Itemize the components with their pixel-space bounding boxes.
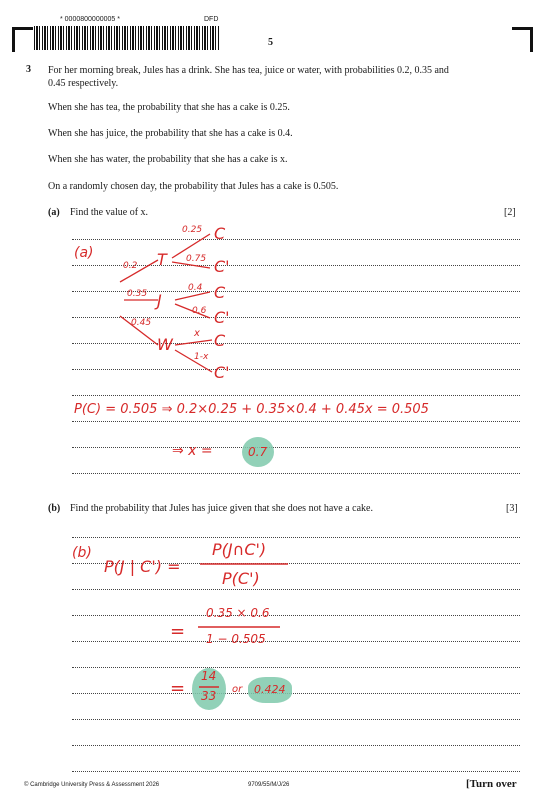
part-b-text: Find the probability that Jules has juice given that she does not have a cake. <box>70 503 373 514</box>
answer-line <box>72 537 520 538</box>
hw-node-water: W <box>157 335 173 354</box>
hw-fraction-bar <box>198 626 282 629</box>
page-number: 5 <box>268 37 273 48</box>
hw-outcome-cake: C <box>214 331 226 350</box>
hw-branch-value: 0.75 <box>186 254 207 264</box>
hw-outcome-cake: C <box>214 224 226 243</box>
juice-statement: When she has juice, the probability that she has a cake is 0.4. <box>48 128 293 139</box>
hw-prob-juice: 0.35 <box>127 289 148 299</box>
part-b-marks: [3] <box>506 503 518 514</box>
hw-branch-value: 0.4 <box>188 283 203 293</box>
hw-result-value: 0.7 <box>248 445 268 459</box>
answer-line <box>72 693 520 694</box>
hw-answer-denominator: 33 <box>201 689 217 703</box>
answer-line <box>72 641 520 642</box>
part-a-label: (a) <box>48 207 60 218</box>
hw-equals: = <box>170 621 186 642</box>
hw-fraction-denominator: P(C') <box>222 569 260 588</box>
hw-numerator-values: 0.35 × 0.6 <box>206 606 270 620</box>
hw-branch-value: 0.6 <box>192 306 207 316</box>
part-a-marks: [2] <box>504 207 516 218</box>
hw-outcome-no-cake: C' <box>214 308 230 327</box>
question-intro-line2: 0.45 respectively. <box>48 78 119 89</box>
hw-denominator-values: 1 − 0.505 <box>206 632 266 646</box>
hw-outcome-no-cake: C' <box>214 363 230 382</box>
hw-answer-decimal: 0.424 <box>254 683 286 696</box>
hw-outcome-no-cake: C' <box>214 257 230 276</box>
hw-node-tea: T <box>157 250 167 269</box>
hw-branch-value: 1-x <box>194 352 209 362</box>
answer-line <box>72 771 520 772</box>
hw-or: or <box>232 684 243 695</box>
hw-outcome-cake: C <box>214 283 226 302</box>
tea-statement: When she has tea, the probability that she has a cake is 0.25. <box>48 102 290 113</box>
overall-statement: On a randomly chosen day, the probability that Jules has a cake is 0.505. <box>48 181 339 192</box>
question-number: 3 <box>26 64 31 75</box>
hw-prob-water: 0.45 <box>131 318 152 328</box>
answer-line <box>72 589 520 590</box>
hw-part-a-label: (a) <box>74 245 94 261</box>
barcode-number: * 0000800000005 * <box>60 16 120 23</box>
copyright: © Cambridge University Press & Assessment 2026 <box>24 782 160 788</box>
water-statement: When she has water, the probability that she has a cake is x. <box>48 154 288 165</box>
hw-prob-tea: 0.2 <box>123 261 138 271</box>
question-intro-line1: For her morning break, Jules has a drink. She has tea, juice or water, with probabilities 0.2, 0.35 and <box>48 65 449 76</box>
hw-answer-numerator: 14 <box>201 669 217 683</box>
turn-over: [Turn over <box>466 778 517 790</box>
hw-equals: = <box>170 678 186 699</box>
hw-part-b-label: (b) <box>72 545 92 561</box>
hw-conditional-lhs: P(J | C') = <box>104 557 181 576</box>
part-b-label: (b) <box>48 503 61 514</box>
hw-result-prefix: ⇒ x = <box>172 443 213 459</box>
hw-fraction-numerator: P(J∩C') <box>212 540 267 559</box>
paper-code: 9709/55/M/J/26 <box>248 782 290 788</box>
hw-branch-value: x <box>194 328 200 339</box>
hw-node-juice: J <box>157 291 162 310</box>
hw-equation: P(C) = 0.505 ⇒ 0.2×0.25 + 0.35×0.4 + 0.45x = 0.505 <box>74 402 429 417</box>
hw-fraction-bar <box>200 563 290 566</box>
part-a-text: Find the value of x. <box>70 207 149 218</box>
answer-line <box>72 719 520 720</box>
centre-code: DFD <box>204 16 219 23</box>
answer-line <box>72 667 520 668</box>
answer-line <box>72 745 520 746</box>
answer-line <box>72 615 520 616</box>
hw-branch-value: 0.25 <box>182 225 203 235</box>
